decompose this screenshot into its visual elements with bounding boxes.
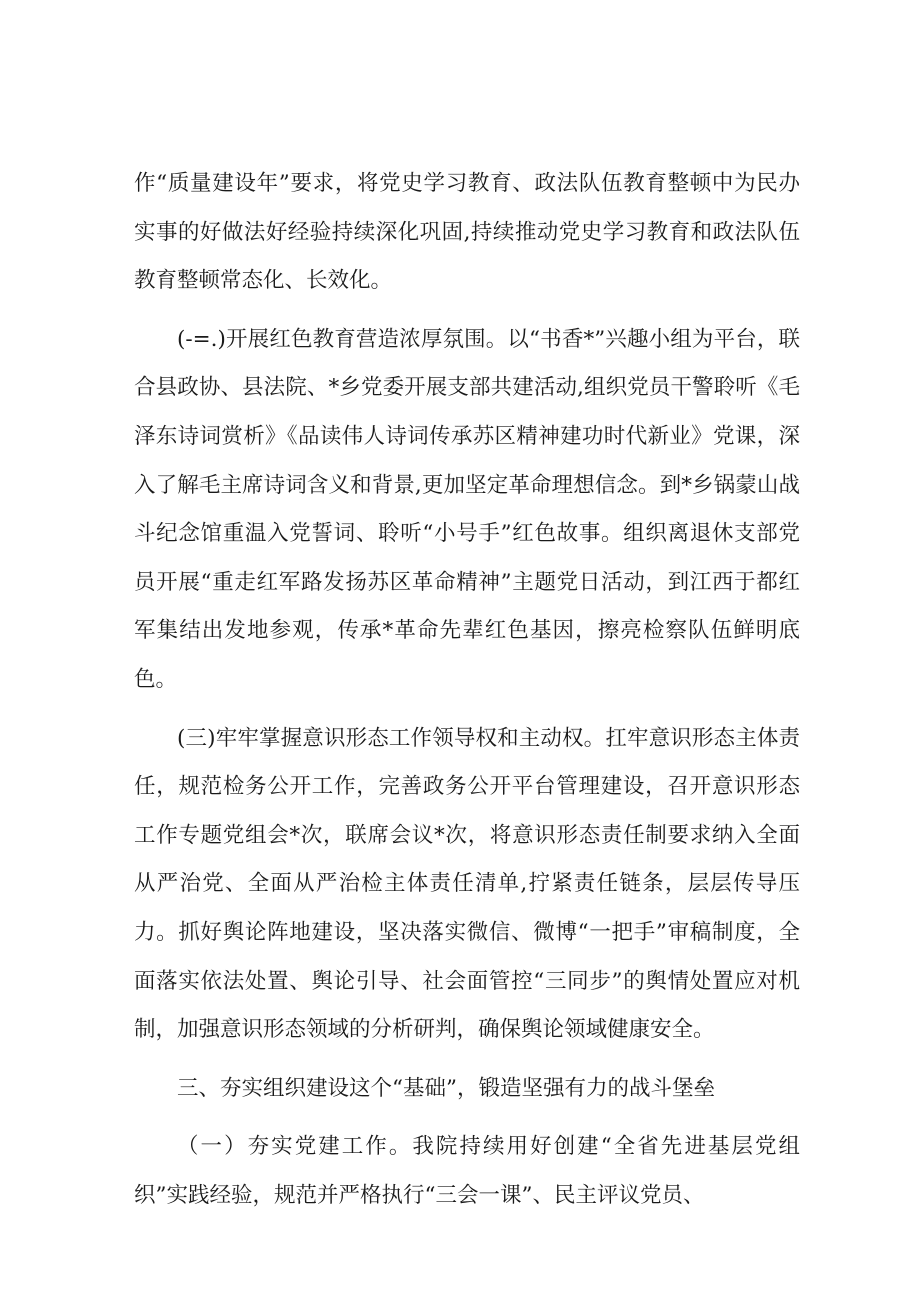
section-heading-organization: 三、夯实组织建设这个“基础”，锻造坚强有力的战斗堡垒: [177, 1075, 715, 1101]
document-body: [134, 160, 800, 1220]
paragraph-red-education: (-=.)开展红色教育营造浓厚氛围。以“书香*”兴趣小组为平台，联合县政协、县法院、*乡党委开展支部共建活动,组织党员干警聆听《毛泽东诗词赏析》《品读伟人诗词传承苏区精神建功时代新业》党课，深入了解毛主席诗词含义和背景,更加坚定革命理想信念。到*乡锅蒙山战斗纪念馆重温入党誓词、聆听“小号手”红色故事。组织离退休支部党员开展“重走红军路发扬苏区革命精神”主题党日活动，到江西于都红军集结出发地参观，传承*革命先辈红色基因，擦亮检察队伍鲜明底色。: [134, 326, 800, 692]
paragraph-party-building: （一）夯实党建工作。我院持续用好创建“全省先进基层党组织”实践经验，规范并严格执行“三会一课”、民主评议党员、: [134, 1134, 800, 1208]
paragraph-continuation: 作“质量建设年”要求，将党史学习教育、政法队伍教育整顿中为民办实事的好做法好经验持续深化巩固,持续推动党史学习教育和政法队伍教育整顿常态化、长效化。: [134, 171, 800, 294]
paragraph-ideology-work: (三)牢牢掌握意识形态工作领导权和主动权。扛牢意识形态主体责任，规范检务公开工作，完善政务公开平台管理建设，召开意识形态工作专题党组会*次，联席会议*次，将意识形态责任制要求纳入全面从严治党、全面从严治检主体责任清单,拧紧责任链条，层层传导压力。抓好舆论阵地建设，坚决落实微信、微博“一把手”审稿制度，全面落实依法处置、舆论引导、社会面管控“三同步”的舆情处置应对机制，加强意识形态领域的分析研判，确保舆论领域健康安全。: [134, 725, 800, 1043]
